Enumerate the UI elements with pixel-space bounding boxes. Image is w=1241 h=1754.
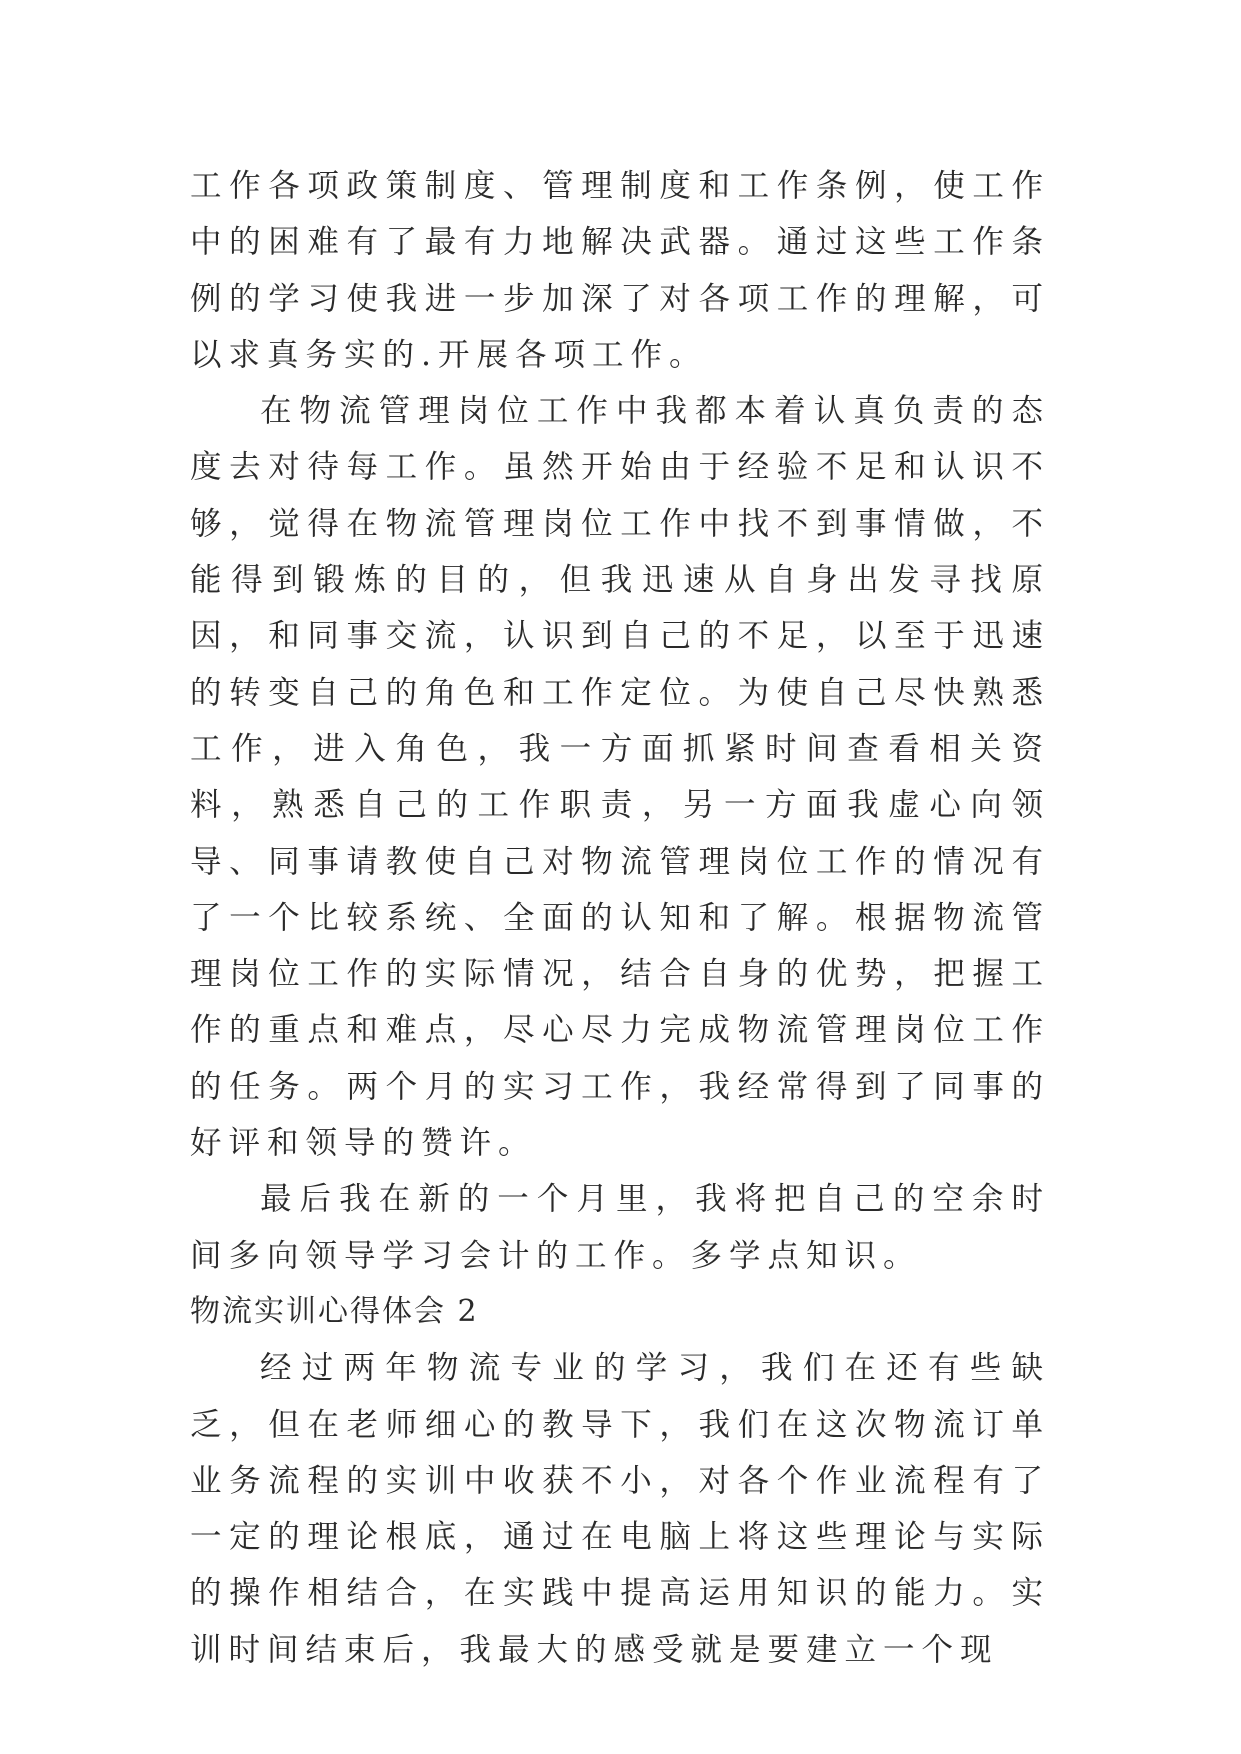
paragraph-training: 经过两年物流专业的学习，我们在还有些缺乏，但在老师细心的教导下，我们在这次物流订单业务流程的实训中收获不小，对各个作业流程有了一定的理论根底，通过在电脑上将这些理论与实际的操作相结合，在实践中提高运用知识的能力。实训时间结束后，我最大的感受就是要建立一个现 <box>190 1350 1050 1668</box>
section-heading: 物流实训心得体会 2 <box>190 1293 479 1329</box>
paragraph-continuation: 工作各项政策制度、管理制度和工作条例，使工作中的困难有了最有力地解决武器。通过这些工作条例的学习使我进一步加深了对各项工作的理解，可以求真务实的.开展各项工作。 <box>190 168 1050 373</box>
paragraph-work-attitude: 在物流管理岗位工作中我都本着认真负责的态度去对待每工作。虽然开始由于经验不足和认识不够，觉得在物流管理岗位工作中找不到事情做，不能得到锻炼的目的，但我迅速从自身出发寻找原因，和同事交流，认识到自己的不足，以至于迅速的转变自己的角色和工作定位。为使自己尽快熟悉工作，进入角色，我一方面抓紧时间查看相关资料，熟悉自己的工作职责，另一方面我虚心向领导、同事请教使自己对物流管理岗位工作的情况有了一个比较系统、全面的认知和了解。根据物流管理岗位工作的实际情况，结合自身的优势，把握工作的重点和难点，尽心尽力完成物流管理岗位工作的任务。两个月的实习工作，我经常得到了同事的好评和领导的赞许。 <box>190 393 1050 1162</box>
paragraph-closing: 最后我在新的一个月里，我将把自己的空余时间多向领导学习会计的工作。多学点知识。 <box>190 1181 1050 1274</box>
document-body <box>190 158 1050 1678</box>
